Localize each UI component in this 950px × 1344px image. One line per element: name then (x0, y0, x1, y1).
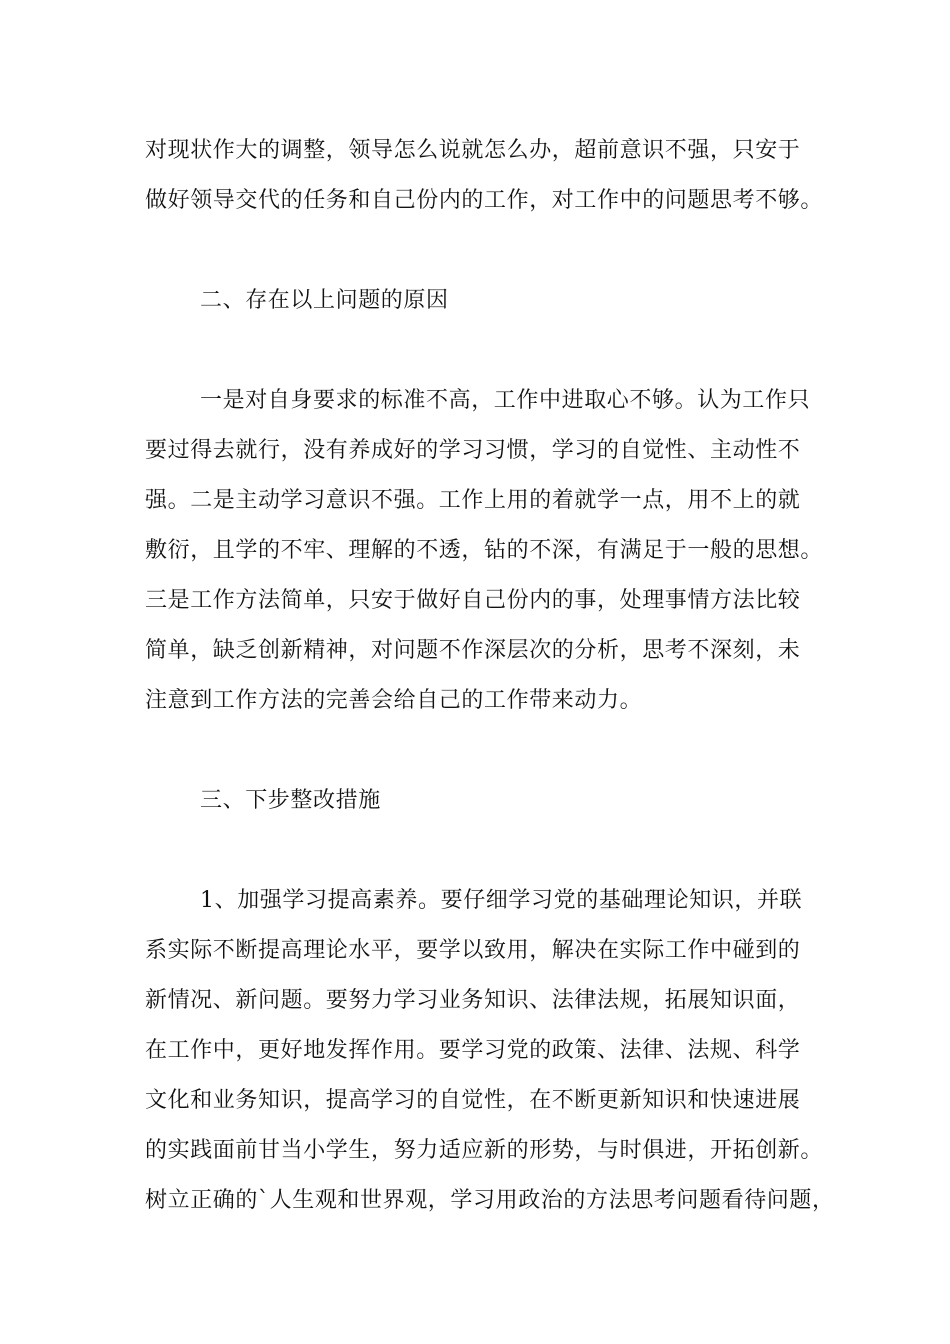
paragraph-line: 一是对自身要求的标准不高，工作中进取心不够。认为工作只 (200, 388, 811, 413)
paragraph-line: 在工作中，更好地发挥作用。要学习党的政策、法律、法规、科学 (145, 1038, 801, 1063)
paragraph-line: 新情况、新问题。要努力学习业务知识、法律法规，拓展知识面， (145, 988, 801, 1013)
paragraph-line: 树立正确的`人生观和世界观，学习用政治的方法思考问题看待问题， (145, 1188, 835, 1213)
paragraph-line: 的实践面前甘当小学生，努力适应新的形势，与时俱进，开拓创新。 (145, 1138, 824, 1163)
paragraph-line: 1、加强学习提高素养。要仔细学习党的基础理论知识，并联 (200, 888, 803, 913)
paragraph-line: 敷衍，且学的不牢、理解的不透，钻的不深，有满足于一般的思想。 (145, 538, 824, 563)
paragraph-line: 简单，缺乏创新精神，对问题不作深层次的分析，思考不深刻，未 (145, 638, 801, 663)
paragraph-line: 文化和业务知识，提高学习的自觉性，在不断更新知识和快速进展 (145, 1088, 801, 1113)
paragraph-line: 做好领导交代的任务和自己份内的工作，对工作中的问题思考不够。 (145, 188, 824, 213)
paragraph-line: 注意到工作方法的完善会给自己的工作带来动力。 (145, 688, 643, 713)
paragraph-line: 强。二是主动学习意识不强。工作上用的着就学一点，用不上的就 (145, 488, 801, 513)
paragraph-line: 要过得去就行，没有养成好的学习习惯，学习的自觉性、主动性不 (145, 438, 801, 463)
section-heading: 二、存在以上问题的原因 (200, 288, 449, 313)
paragraph-line: 系实际不断提高理论水平，要学以致用，解决在实际工作中碰到的 (145, 938, 801, 963)
section-heading: 三、下步整改措施 (200, 788, 381, 813)
paragraph-line: 对现状作大的调整，领导怎么说就怎么办，超前意识不强，只安于 (145, 138, 801, 163)
paragraph-line: 三是工作方法简单，只安于做好自己份内的事，处理事情方法比较 (145, 588, 801, 613)
